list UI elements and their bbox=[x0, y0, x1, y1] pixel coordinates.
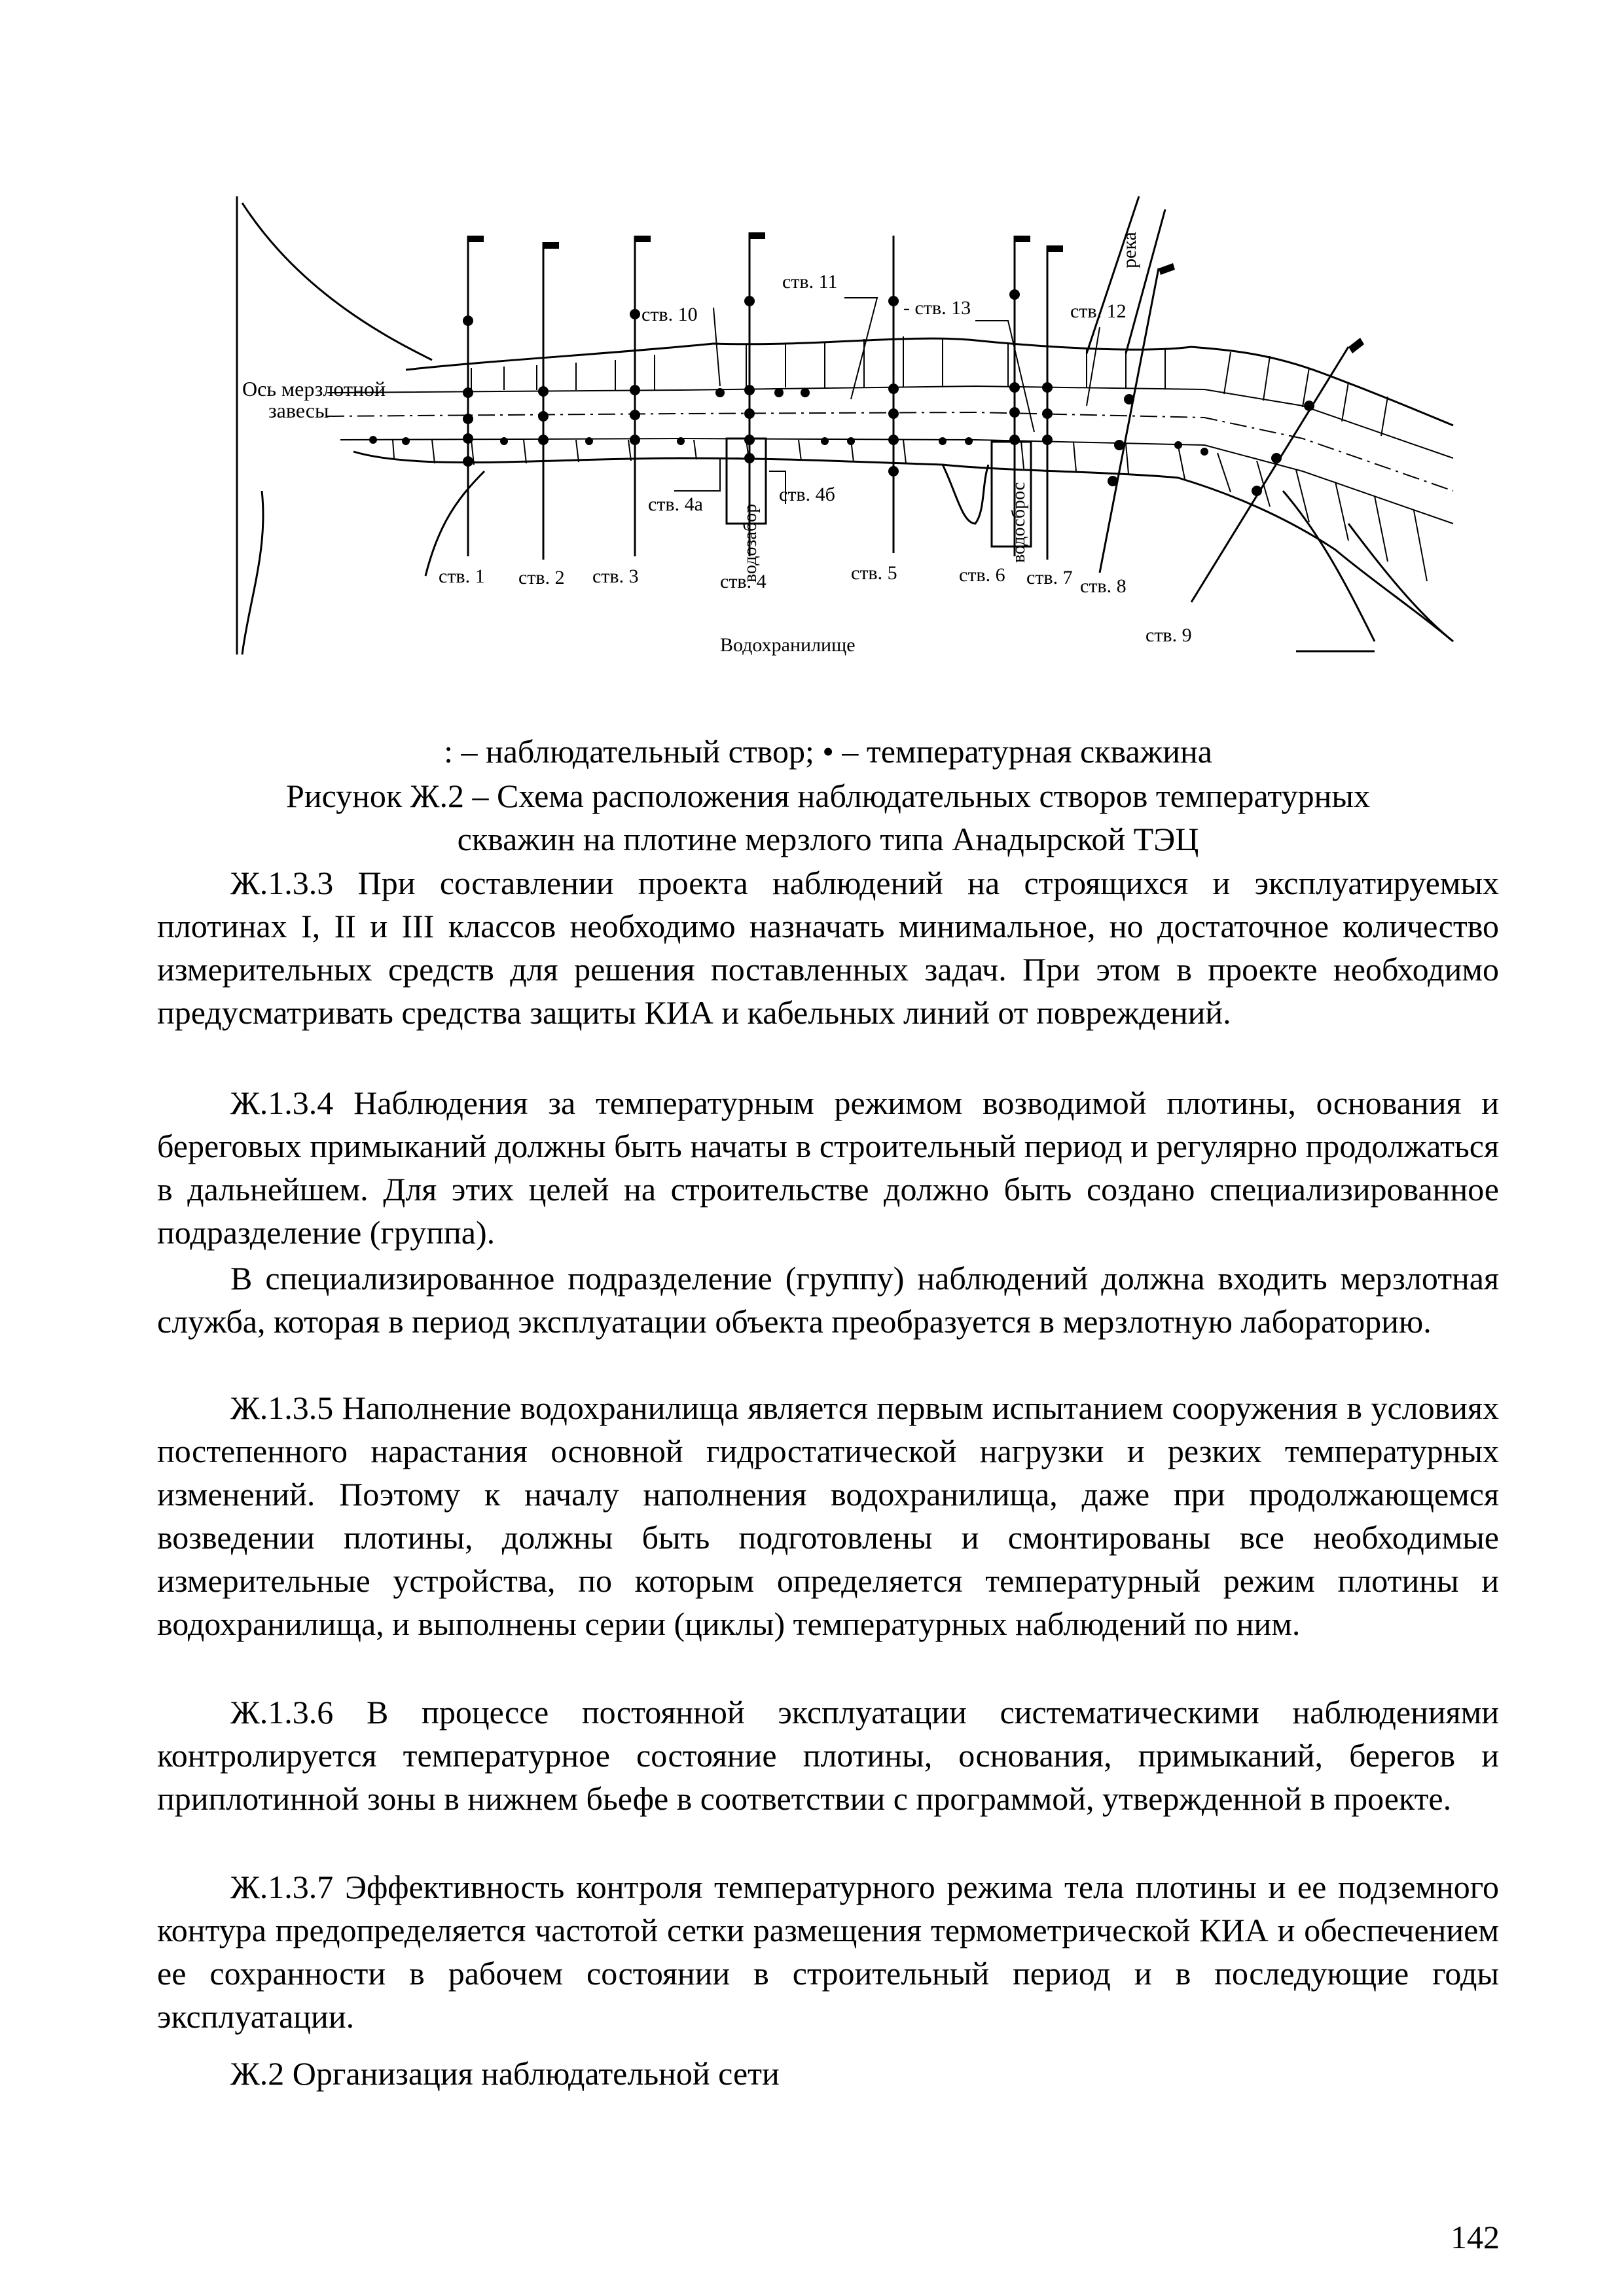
stv4-label: ств. 4 bbox=[720, 571, 767, 592]
paragraph-zh-1-3-7: Ж.1.3.7 Эффективность контроля температурного режима тела плотины и ее подземного контура предопределяется частотой сетки размещения термометрической КИА и обеспечением ее сохранности в рабочем состоянии в строительный период и в последующие годы эксплуатации. bbox=[157, 1869, 1499, 2035]
section-heading: Ж.2 Организация наблюдательной сети bbox=[230, 2055, 780, 2092]
stv4b-label: ств. 4б bbox=[779, 484, 835, 505]
figure-caption-line1: Рисунок Ж.2 – Схема расположения наблюдательных створов температурных bbox=[286, 778, 1370, 814]
stv5-label: ств. 5 bbox=[851, 562, 897, 584]
axis-label-line2: завесы bbox=[268, 399, 329, 422]
stv6-label: ств. 6 bbox=[959, 564, 1005, 586]
axis-label-line1: Ось мерзлотной bbox=[242, 377, 386, 401]
vodosbros-label: водосброс bbox=[1009, 482, 1029, 563]
paragraph-zh-1-3-5: Ж.1.3.5 Наполнение водохранилища является первым испытанием сооружения в условиях постепенного нарастания основной гидростатической нагрузки и резких температурных изменений. Поэтому к началу наполнения водохранилища, даже при продолжающемся возведении плотины, должны быть подготовлены и смонтированы все необходимые измерительные устройства, по которым определяется температурный режим плотины и водохранилища, и выполнены серии (циклы) температурных наблюдений по ним. bbox=[157, 1390, 1499, 1642]
stv8-label: ств. 8 bbox=[1080, 575, 1127, 597]
paragraph-zh-1-3-4: Ж.1.3.4 Наблюдения за температурным режимом возводимой плотины, основания и береговых примыканий должны быть начаты в строительный период и регулярно продолжаться в дальнейшем. Для этих целей на строительстве должно быть создано специализированное подразделение (группа). bbox=[157, 1085, 1499, 1251]
figure-caption-line2: скважин на плотине мерзлого типа Анадырской ТЭЦ bbox=[457, 821, 1199, 857]
reservoir-label: Водохранилище bbox=[720, 634, 856, 656]
vodozabor-label: водозабор bbox=[740, 503, 761, 583]
stv11-label: ств. 11 bbox=[782, 271, 838, 293]
stv9-label: ств. 9 bbox=[1146, 624, 1192, 646]
stv3-label: ств. 3 bbox=[592, 565, 639, 587]
page-number: 142 bbox=[1451, 2219, 1500, 2255]
dam-layout-figure bbox=[223, 183, 1466, 681]
paragraph-subdivision: В специализированное подразделение (группу) наблюдений должна входить мерзлотная служба, которая в период эксплуатации объекта преобразуется в мерзлотную лабораторию. bbox=[157, 1260, 1499, 1340]
stv13-label: - ств. 13 bbox=[903, 297, 971, 319]
river-label: река bbox=[1119, 232, 1140, 268]
stv12-label: ств. 12 bbox=[1070, 300, 1127, 322]
stv10-label: ств. 10 bbox=[641, 304, 698, 325]
stv1-label: ств. 1 bbox=[439, 565, 485, 587]
paragraph-zh-1-3-3: Ж.1.3.3 При составлении проекта наблюдений на строящихся и эксплуатируемых плотинах I, II и III классов необходимо назначать минимальное, но достаточное количество измерительных средств для решения поставленных задач. При этом в проекте необходимо предусматривать средства защиты КИА и кабельных линий от повреждений. bbox=[157, 865, 1499, 1031]
figure-legend: : – наблюдательный створ; • – температурная скважина bbox=[444, 733, 1212, 770]
stv2-label: ств. 2 bbox=[518, 567, 565, 588]
stv4a-label: ств. 4а bbox=[648, 493, 703, 515]
paragraph-zh-1-3-6: Ж.1.3.6 В процессе постоянной эксплуатации систематическими наблюдениями контролируется температурное состояние плотины, основания, примыканий, берегов и приплотинной зоны в нижнем бьефе в соответствии с программой, утвержденной в проекте. bbox=[157, 1694, 1499, 1817]
stv7-label: ств. 7 bbox=[1026, 567, 1073, 588]
